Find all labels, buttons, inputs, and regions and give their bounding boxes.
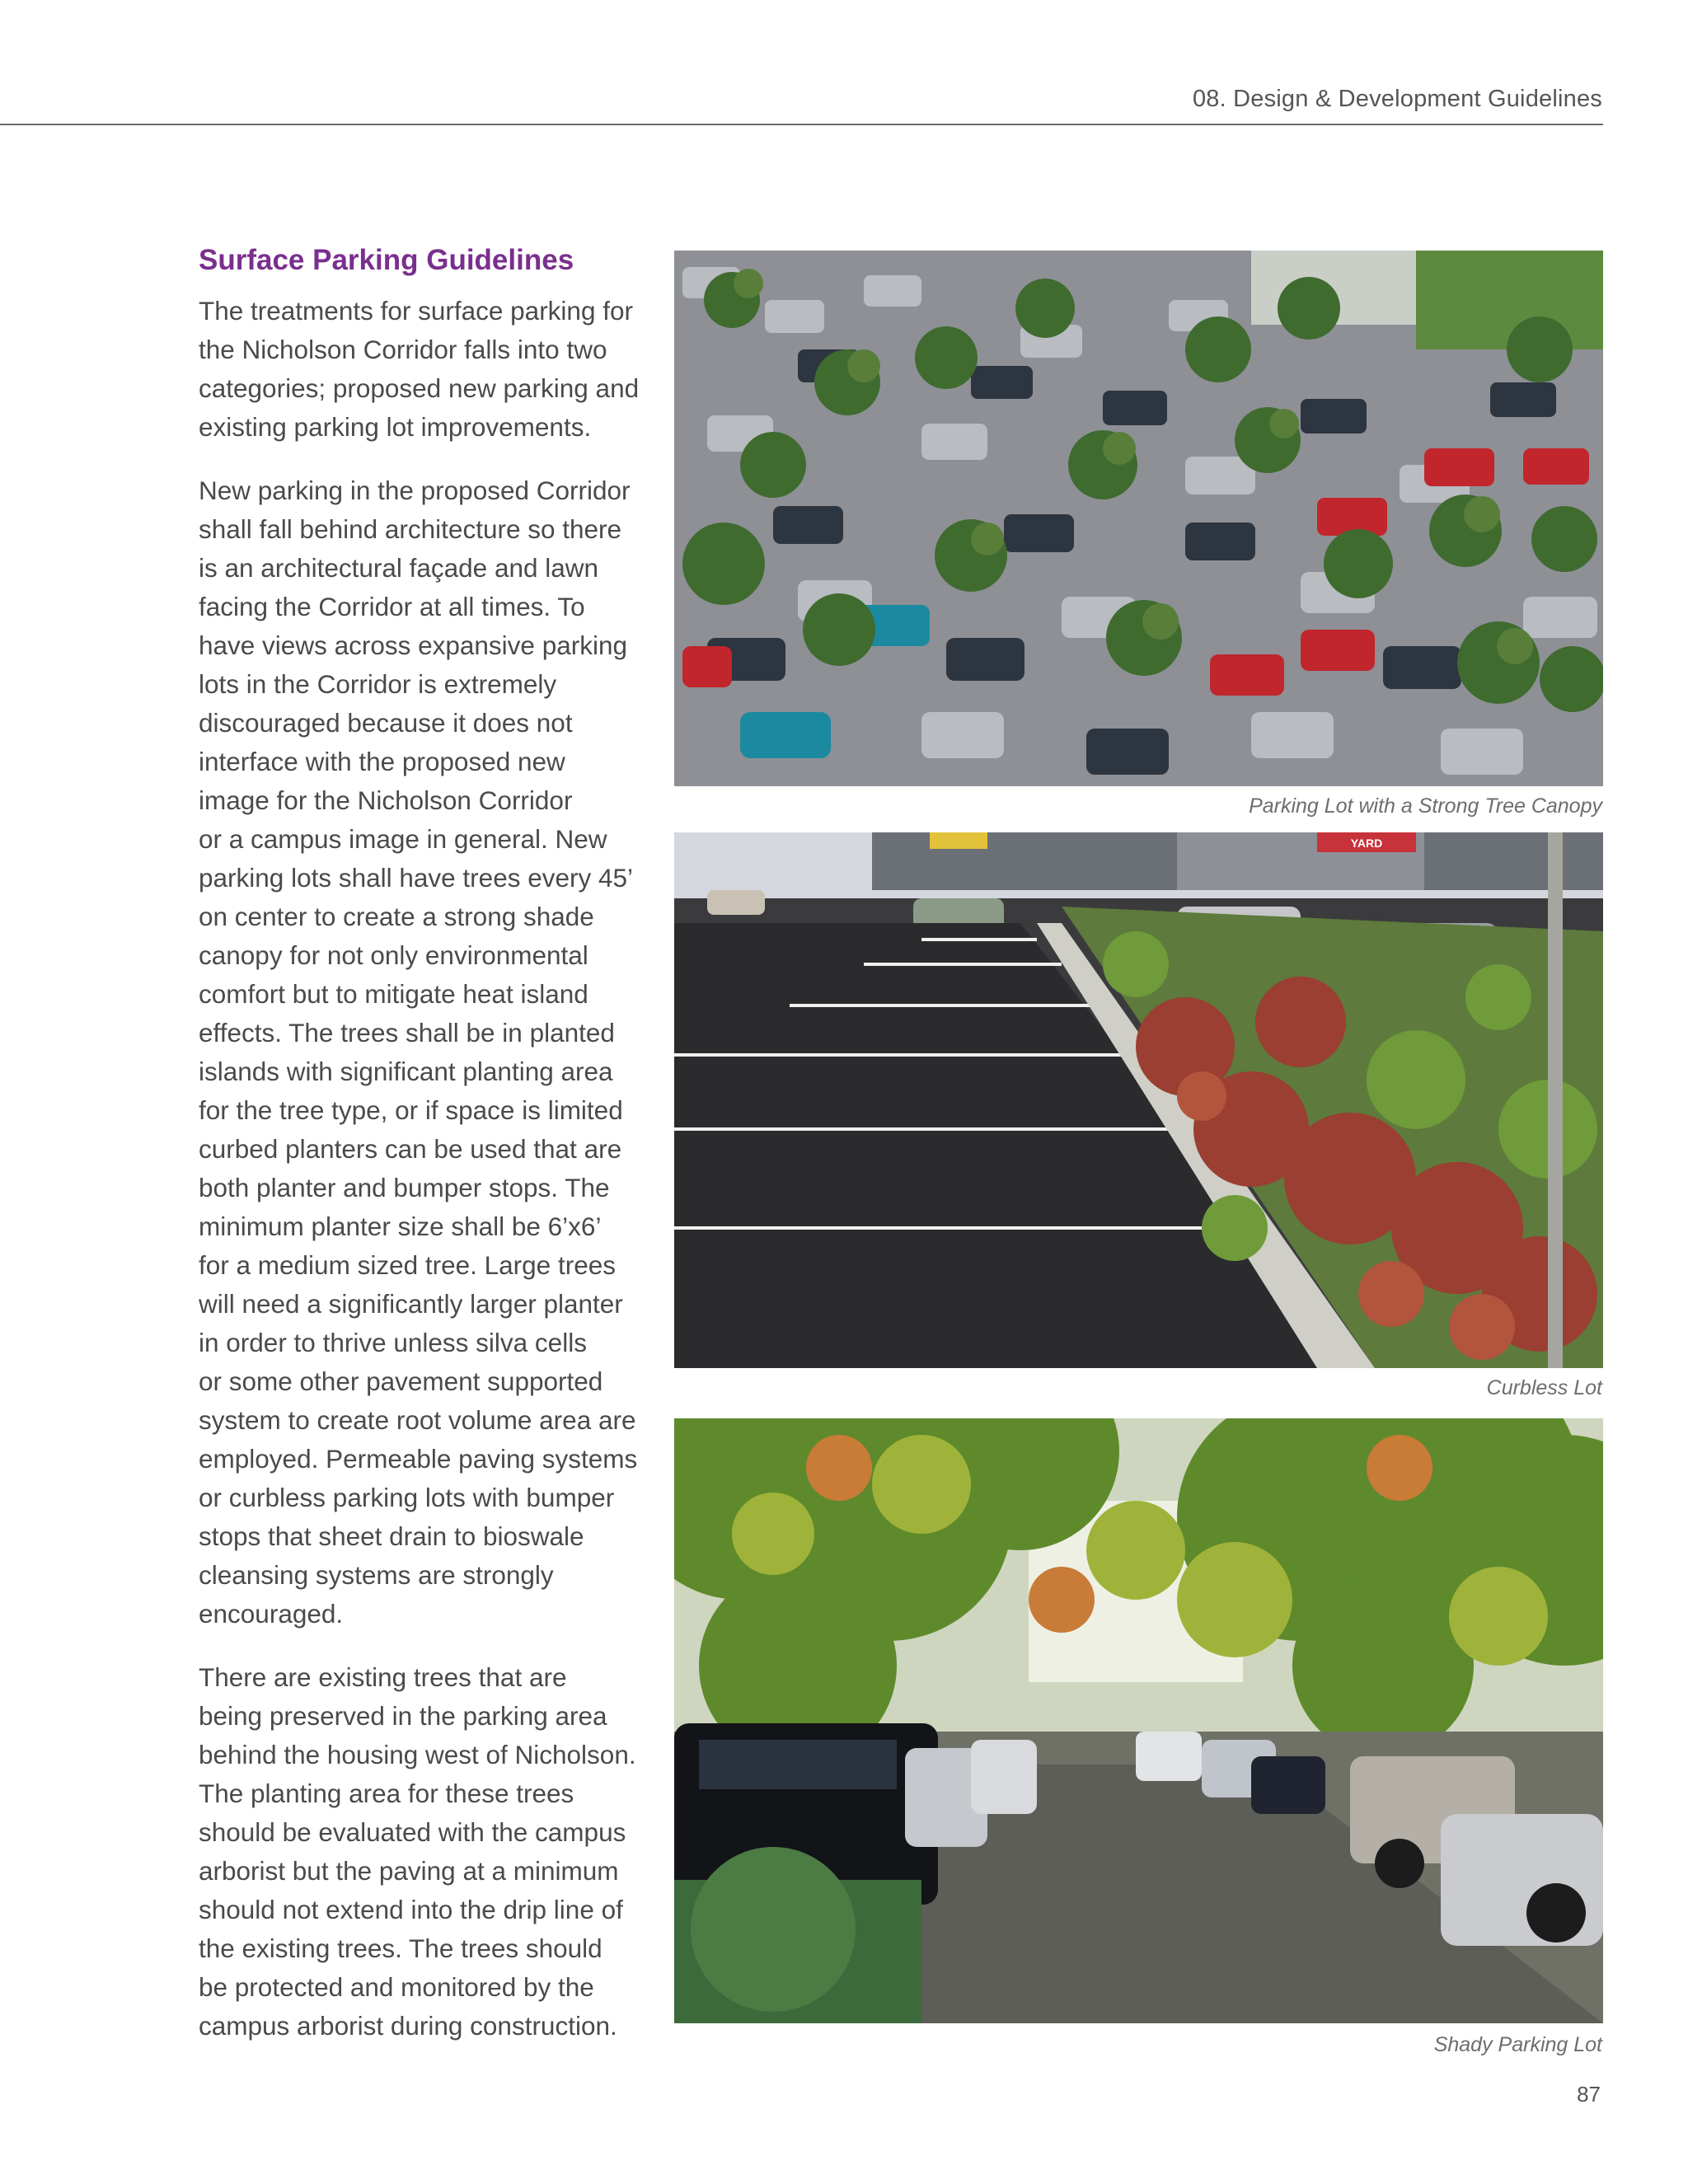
photo-caption-curbless: Curbless Lot (1486, 1376, 1602, 1399)
section-header: 08. Design & Development Guidelines (1192, 86, 1602, 112)
page-number: 87 (1577, 2082, 1601, 2107)
section-title: Surface Parking Guidelines (199, 244, 574, 276)
text-column (199, 239, 660, 2070)
photo-curbless-lot (674, 832, 1603, 1368)
photo-caption-tree-canopy: Parking Lot with a Strong Tree Canopy (1249, 794, 1602, 818)
paragraph-intro: The treatments for surface parking for the Nicholson Corridor falls into two categories; proposed new parking and existing parking lot improvements. (199, 296, 640, 442)
photo-caption-shady: Shady Parking Lot (1433, 2033, 1602, 2056)
photo-shady-lot (674, 1418, 1603, 2023)
paragraph-existing-trees: There are existing trees that are being preserved in the parking area behind the housing west of Nicholson. The planting area for these trees should be evaluated with the campus arborist but the paving at a minimum should not extend into the drip line of the existing trees. The trees should be protected and monitored by the campus arborist during construction. (199, 1662, 636, 2041)
store-sign-text: YARD (1350, 837, 1383, 850)
header-divider (0, 124, 1603, 125)
photo-tree-canopy-lot (674, 251, 1603, 786)
paragraph-new-parking: New parking in the proposed Corridor shall fall behind architecture so there is an architectural façade and lawn facing the Corridor at all times. To have views across expansive parking lots in the Corridor is extremely discouraged because it does not interface with the proposed new image for the Nicholson Corridor or a campus image in general. New parking lots shall have trees every 45’ on center to create a strong shade canopy for not only environmental comfort but to mitigate heat island effects. The trees shall be in planted islands with significant planting area for the tree type, or if space is limited curbed planters can be used that are both planter and bumper stops. The minimum planter size shall be 6’x6’ for a medium sized tree. Large trees will need a significantly larger planter in order to thrive unless silva cells or some other pavement supported system to create root volume area are employed. Permeable paving systems or curbless parking lots with bumper stops that sheet drain to bioswale cleansing systems are strongly encouraged. (199, 476, 638, 1629)
